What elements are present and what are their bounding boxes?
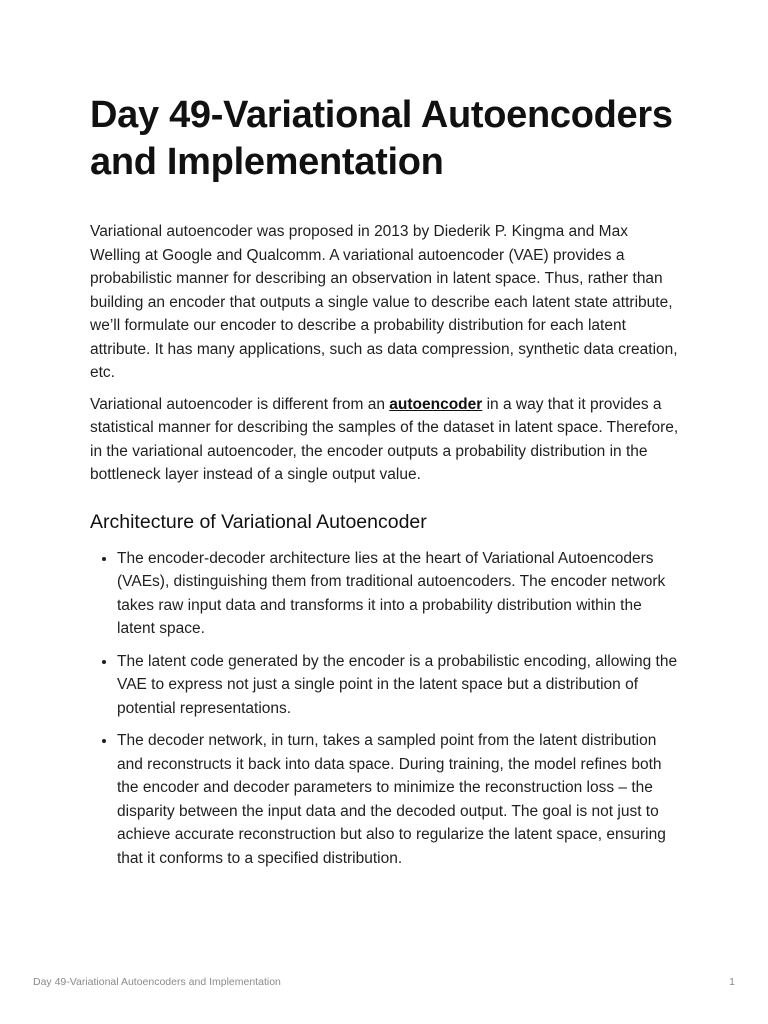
list-item: • The decoder network, in turn, takes a sampled point from the latent distribution and reconstructs it back into data space. During training, the model refines both the encoder and decoder parameters to minimize the reconstruction loss – the disparity between the input data and the decoded output. The goal is not just to achieve accurate reconstruction but also to regularize the latent space, ensuring that it conforms to a specified distribution. xyxy=(117,729,682,870)
autoencoder-link[interactable]: autoencoder xyxy=(389,395,483,413)
footer-page-number: 1 xyxy=(729,976,735,988)
footer-document-title: Day 49-Variational Autoencoders and Implementation xyxy=(33,976,281,988)
architecture-bullet-list xyxy=(90,547,682,871)
page-title: Day 49-Variational Autoencoders and Implementation xyxy=(90,94,673,183)
second-paragraph-text-before: Variational autoencoder is different from an xyxy=(90,395,390,413)
list-item: • The latent code generated by the encoder is a probabilistic encoding, allowing the VAE to express not just a single point in the latent space but a distribution of potential representations. xyxy=(117,650,682,721)
second-paragraph xyxy=(90,393,682,487)
document-body xyxy=(90,92,682,879)
second-paragraph-text-after: in a way that it provides a statistical manner for describing the samples of the dataset in latent space. Therefore, in the variational autoencoder, the encoder outputs a probability distribution in the bottleneck layer instead of a single output value. xyxy=(90,395,679,483)
section-heading: Architecture of Variational Autoencoder xyxy=(90,510,427,533)
intro-paragraph: Variational autoencoder was proposed in 2013 by Diederik P. Kingma and Max Welling at Google and Qualcomm. A variational autoencoder (VAE) provides a probabilistic manner for describing an observation in latent space. Thus, rather than building an encoder that outputs a single value to describe each latent state attribute, we’ll formulate our encoder to describe a probability distribution for each latent attribute. It has many applications, such as data compression, synthetic data creation, etc. xyxy=(90,223,678,381)
list-item: • The encoder-decoder architecture lies at the heart of Variational Autoencoders (VAEs), distinguishing them from traditional autoencoders. The encoder network takes raw input data and transforms it into a probability distribution within the latent space. xyxy=(117,547,682,641)
